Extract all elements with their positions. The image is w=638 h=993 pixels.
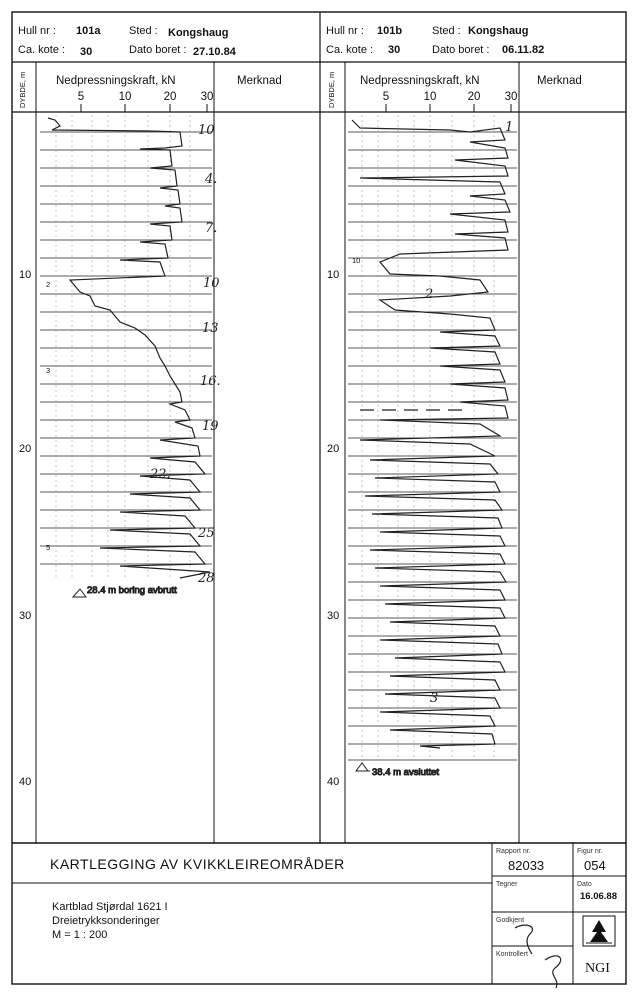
left-force-tick: 10 [118, 91, 132, 103]
right-sted-label: Sted : [432, 25, 461, 37]
right-force-tick: 5 [382, 91, 390, 103]
depth-scale-right [327, 269, 339, 788]
rapport-label: Rapport nr. [496, 848, 531, 855]
logo-text: NGI [585, 961, 610, 976]
right-dato: 06.11.82 [502, 44, 545, 56]
right-dato-label: Dato boret : [432, 44, 490, 56]
map-sheet: Kartblad Stjørdal 1621 I [52, 901, 168, 913]
left-rotation-mark: 10 [203, 276, 220, 291]
left-kote-label: Ca. kote : [18, 44, 66, 56]
right-sted: Kongshaug [468, 25, 529, 37]
project-title: KARTLEGGING AV KVIKKLEIREOMRÅDER [50, 856, 345, 872]
right-log-plot [348, 115, 517, 778]
right-rotation-mark: 2 [425, 287, 434, 302]
left-dato-label: Dato boret : [129, 44, 187, 56]
right-rotation-mark: 1 [505, 120, 514, 135]
scale: M = 1 : 200 [52, 929, 108, 941]
figur-nr: 054 [584, 858, 606, 873]
right-force-tick: 10 [423, 91, 437, 103]
left-hull-nr: 101a [76, 25, 101, 37]
left-rotation-mark: 7. [205, 221, 218, 236]
left-rotation-mark: 10 [198, 123, 215, 138]
right-force-tick: 20 [467, 91, 481, 103]
right-kote-label: Ca. kote : [326, 44, 374, 56]
left-force-tick: 20 [163, 91, 177, 103]
left-dato: 27.10.84 [193, 46, 236, 58]
left-depth-tick: 40 [19, 776, 32, 788]
ngi-logo [583, 916, 615, 976]
dato-label: Dato [577, 881, 592, 888]
right-header [326, 25, 582, 108]
right-depth-tick: 30 [327, 610, 340, 622]
right-end-note: 38.4 m avsluttet [372, 767, 440, 778]
right-merknad-header: Merknad [537, 75, 582, 87]
right-rotation-mark: 3 [430, 691, 439, 706]
depth-scale-left [19, 269, 31, 788]
rapport-nr: 82033 [508, 858, 545, 873]
left-layer-mark: 2 [46, 280, 51, 289]
sheet-frame [12, 12, 626, 984]
title-block [12, 843, 626, 988]
left-hull-label: Hull nr : [18, 25, 56, 37]
right-hull-nr: 101b [377, 25, 403, 37]
left-rotation-mark: 13 [202, 321, 219, 336]
left-kote: 30 [80, 46, 93, 58]
right-force-header: Nedpressningskraft, kN [360, 75, 480, 87]
kontrollert-signature [545, 956, 561, 988]
left-rotation-mark: 4. [205, 172, 218, 187]
left-rotation-mark: 25 [198, 526, 215, 541]
tegner-label: Tegner [496, 881, 518, 888]
left-end-note: 28.4 m boring avbrutt [87, 585, 177, 596]
header-grid-lines [12, 12, 626, 843]
right-kote: 30 [388, 44, 401, 56]
godkjent-label: Godkjent [496, 917, 525, 924]
kontrollert-label: Kontrollert [496, 951, 528, 958]
left-force-header: Nedpressningskraft, kN [56, 75, 176, 87]
right-depth-axis-label: DYBDE, m [327, 71, 336, 108]
left-layer-mark: 5 [46, 543, 51, 552]
right-depth-tick: 10 [327, 269, 340, 281]
left-depth-tick: 20 [19, 443, 32, 455]
left-force-tick: 5 [77, 91, 85, 103]
right-depth-tick: 40 [327, 776, 340, 788]
right-hull-label: Hull nr : [326, 25, 364, 37]
right-depth-tick: 20 [327, 443, 340, 455]
left-sted: Kongshaug [168, 27, 229, 39]
left-header [18, 25, 282, 108]
right-force-tick: 30 [504, 91, 518, 103]
dato: 16.06.88 [580, 891, 617, 902]
left-force-tick: 30 [200, 91, 214, 103]
left-depth-tick: 30 [19, 610, 32, 622]
left-merknad-header: Merknad [237, 75, 282, 87]
figur-label: Figur nr. [577, 848, 603, 855]
left-rotation-mark: 22. [150, 467, 171, 482]
left-sted-label: Sted : [129, 25, 158, 37]
left-rotation-mark: 16. [200, 374, 221, 389]
left-layer-mark: 3 [46, 366, 51, 375]
method: Dreietrykksonderinger [52, 915, 160, 927]
right-layer-mark: 10 [352, 256, 361, 265]
godkjent-signature [515, 925, 532, 954]
left-rotation-mark: 19 [202, 419, 219, 434]
left-depth-tick: 10 [19, 269, 32, 281]
left-depth-axis-label: DYBDE, m [18, 71, 27, 108]
left-log-plot [40, 115, 212, 597]
left-rotation-mark: 28 [198, 571, 215, 586]
